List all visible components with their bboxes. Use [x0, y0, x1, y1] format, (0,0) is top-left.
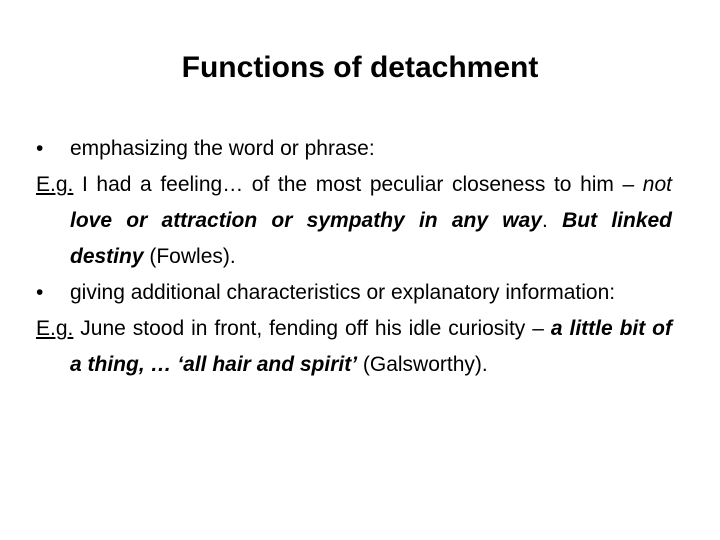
- example-emphasis-text: love or attraction or sympathy in any way: [70, 209, 542, 232]
- bullet-marker: •: [36, 281, 44, 304]
- bullet-text: emphasizing the word or phrase:: [70, 137, 375, 160]
- bullet-text: giving additional characteristics or explanatory information:: [70, 281, 616, 304]
- example-text: I had a feeling… of the most peculiar closeness to him –: [73, 173, 643, 196]
- example-paragraph-galsworthy: [36, 311, 672, 383]
- slide-body: [36, 131, 672, 383]
- example-source: (Galsworthy).: [357, 353, 488, 376]
- example-italic-text: not: [642, 173, 672, 196]
- bullet-marker: •: [36, 137, 44, 160]
- example-emphasis-text: But linked destiny: [70, 209, 673, 268]
- example-paragraph-fowles: [36, 167, 672, 275]
- example-label: E.g.: [36, 317, 74, 340]
- example-label: E.g.: [36, 173, 74, 196]
- bullet-item-additional-characteristics: [36, 275, 672, 311]
- example-source: (Fowles).: [143, 245, 236, 268]
- slide-title: Functions of detachment: [181, 51, 539, 84]
- example-text: .: [542, 209, 563, 232]
- example-emphasis-text: a little bit of a thing, … ‘all hair and spirit’: [70, 317, 673, 376]
- example-text: June stood in front, fending off his idle curiosity –: [73, 317, 551, 340]
- bullet-item-emphasizing: [36, 131, 672, 167]
